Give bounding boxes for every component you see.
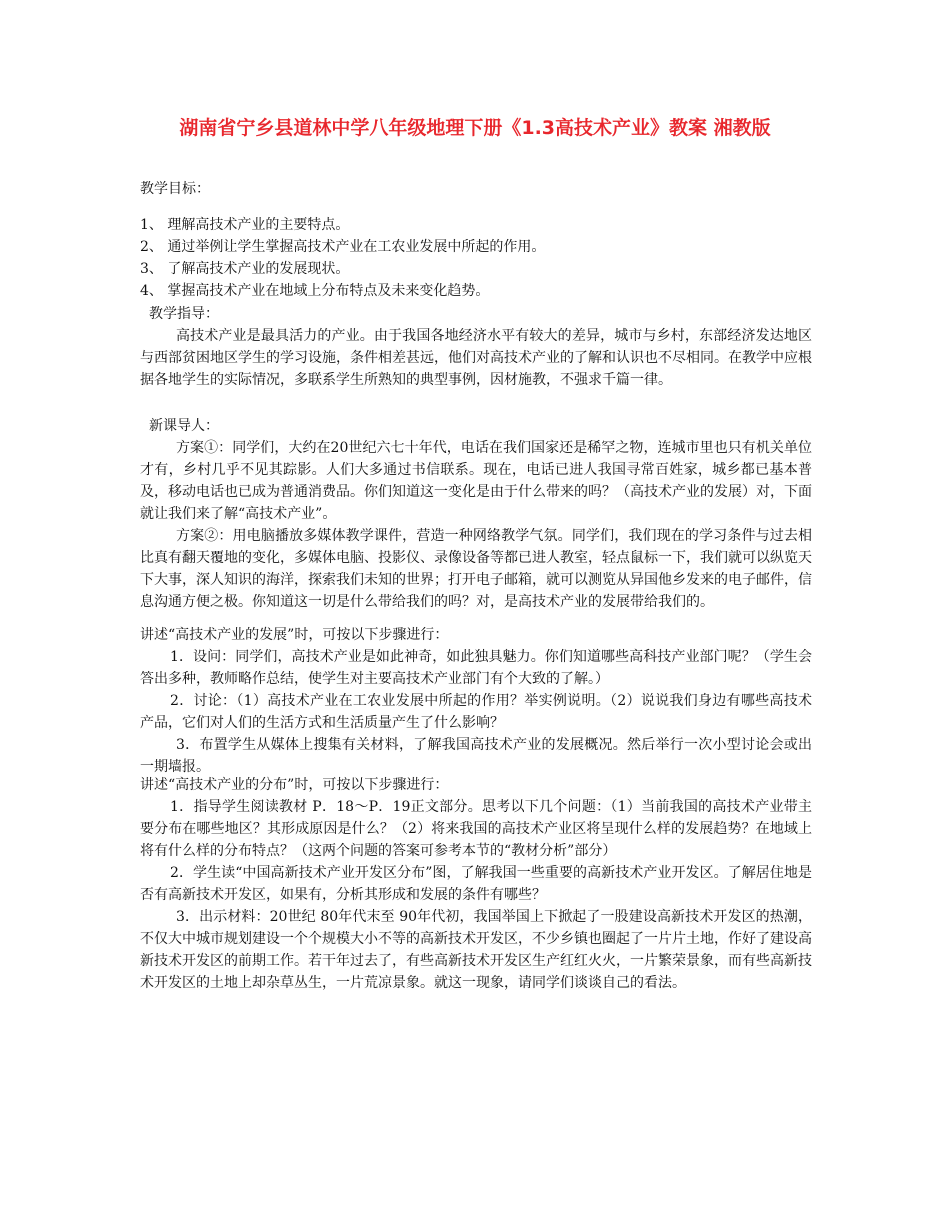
intro-section: [140, 415, 812, 613]
distribution-step: 3．出示材料：20世纪 80年代末至 90年代初，我国举国上下掀起了一股建设高新技术开发区的热潮，不仅大中城市规划建设一个个规模大小不等的高新技术开发区，不少乡镇也圈起了一片片土地，作好了建设高新技术开发区的前期工作。若干年过去了，有些高新技术开发区生产红红火火，一片繁荣景象，而有些高新技术开发区的土地上却杂草丛生，一片荒凉景象。就这一现象，请同学们谈谈自己的看法。: [140, 909, 812, 991]
plan-one-paragraph: 方案①：同学们，大约在20世纪六七十年代，电话在我们国家还是稀罕之物，连城市里也只有机关单位才有，乡村几乎不见其踪影。人们大多通过书信联系。现在，电话已进人我国寻常百姓家，城乡都已基本普及，移动电话也已成为普通消费品。你们知道这一变化是由于什么带来的吗？（高技术产业的发展）对，下面就让我们来了解“高技术产业”。: [140, 440, 812, 522]
guidance-heading: 教学指导：: [149, 306, 219, 322]
development-section: [140, 624, 812, 778]
objective-item: 4、 掌握高技术产业在地域上分布特点及未来变化趋势。: [140, 283, 490, 299]
objective-item: 3、 了解高技术产业的发展现状。: [140, 261, 350, 277]
development-step: 3．布置学生从媒体上搜集有关材料，了解我国高技术产业的发展概况。然后举行一次小型讨论会或出一期墙报。: [140, 737, 812, 775]
intro-heading: 新课导人：: [149, 418, 219, 434]
development-step: 1．设问：同学们，高技术产业是如此神奇，如此独具魅力。你们知道哪些高科技产业部门呢？（学生会答出多种，教师略作总结，使学生对主要高技术产业部门有个大致的了解。）: [140, 649, 812, 687]
document-title: 湖南省宁乡县道林中学八年级地理下册《1.3高技术产业》教案 湘教版: [179, 117, 771, 139]
plan-two-paragraph: 方案②：用电脑播放多媒体教学课件，营造一种网络教学气氛。同学们，我们现在的学习条件与过去相比真有翻天覆地的变化，多媒体电脑、投影仪、录像设备等都已进人教室，轻点鼠标一下，我们就可以纵览天下大事，深人知识的海洋，探索我们未知的世界；打开电子邮箱，就可以测览从异国他乡发来的电子邮件，信息沟通方便之极。你知道这一切是什么带给我们的吗？对，是高技术产业的发展带给我们的。: [140, 528, 812, 610]
objectives-section: [140, 178, 812, 302]
distribution-step: 1．指导学生阅读教材 P．18～P．19正文部分。思考以下几个问题：（1）当前我国的高技术产业带主要分布在哪些地区？其形成原因是什么？（2）将来我国的高技术产业区将呈现什么样的发展趋势？在地域上将有什么样的分布特点？（这两个问题的答案可参考本节的“教材分析”部分）: [140, 799, 812, 859]
distribution-section: [140, 774, 812, 994]
development-step: 2．讨论：（1）高技术产业在工农业发展中所起的作用？举实例说明。（2）说说我们身边有哪些高技术产品，它们对人们的生活方式和生活质量产生了什么影响？: [140, 693, 812, 731]
distribution-heading: 讲述“高技术产业的分布”时，可按以下步骤进行：: [140, 777, 449, 793]
objective-item: 1、 理解高技术产业的主要特点。: [140, 217, 350, 233]
distribution-step: 2．学生读“中国高新技术产业开发区分布”图，了解我国一些重要的高新技术产业开发区。了解居住地是否有高新技术开发区，如果有，分析其形成和发展的条件有哪些？: [140, 865, 812, 903]
guidance-paragraph: 高技术产业是最具活力的产业。由于我国各地经济水平有较大的差异，城市与乡村，东部经济发达地区与西部贫困地区学生的学习设施，条件相差甚远，他们对高技术产业的了解和认识也不尽相同。在教学中应根据各地学生的实际情况，多联系学生所熟知的典型事例，因材施教，不强求千篇一律。: [140, 328, 812, 388]
objective-item: 2、 通过举例让学生掌握高技术产业在工农业发展中所起的作用。: [140, 239, 546, 255]
guidance-section: [140, 303, 812, 391]
development-heading: 讲述“高技术产业的发展”时，可按以下步骤进行：: [140, 627, 449, 643]
objectives-heading: 教学目标：: [140, 181, 210, 197]
